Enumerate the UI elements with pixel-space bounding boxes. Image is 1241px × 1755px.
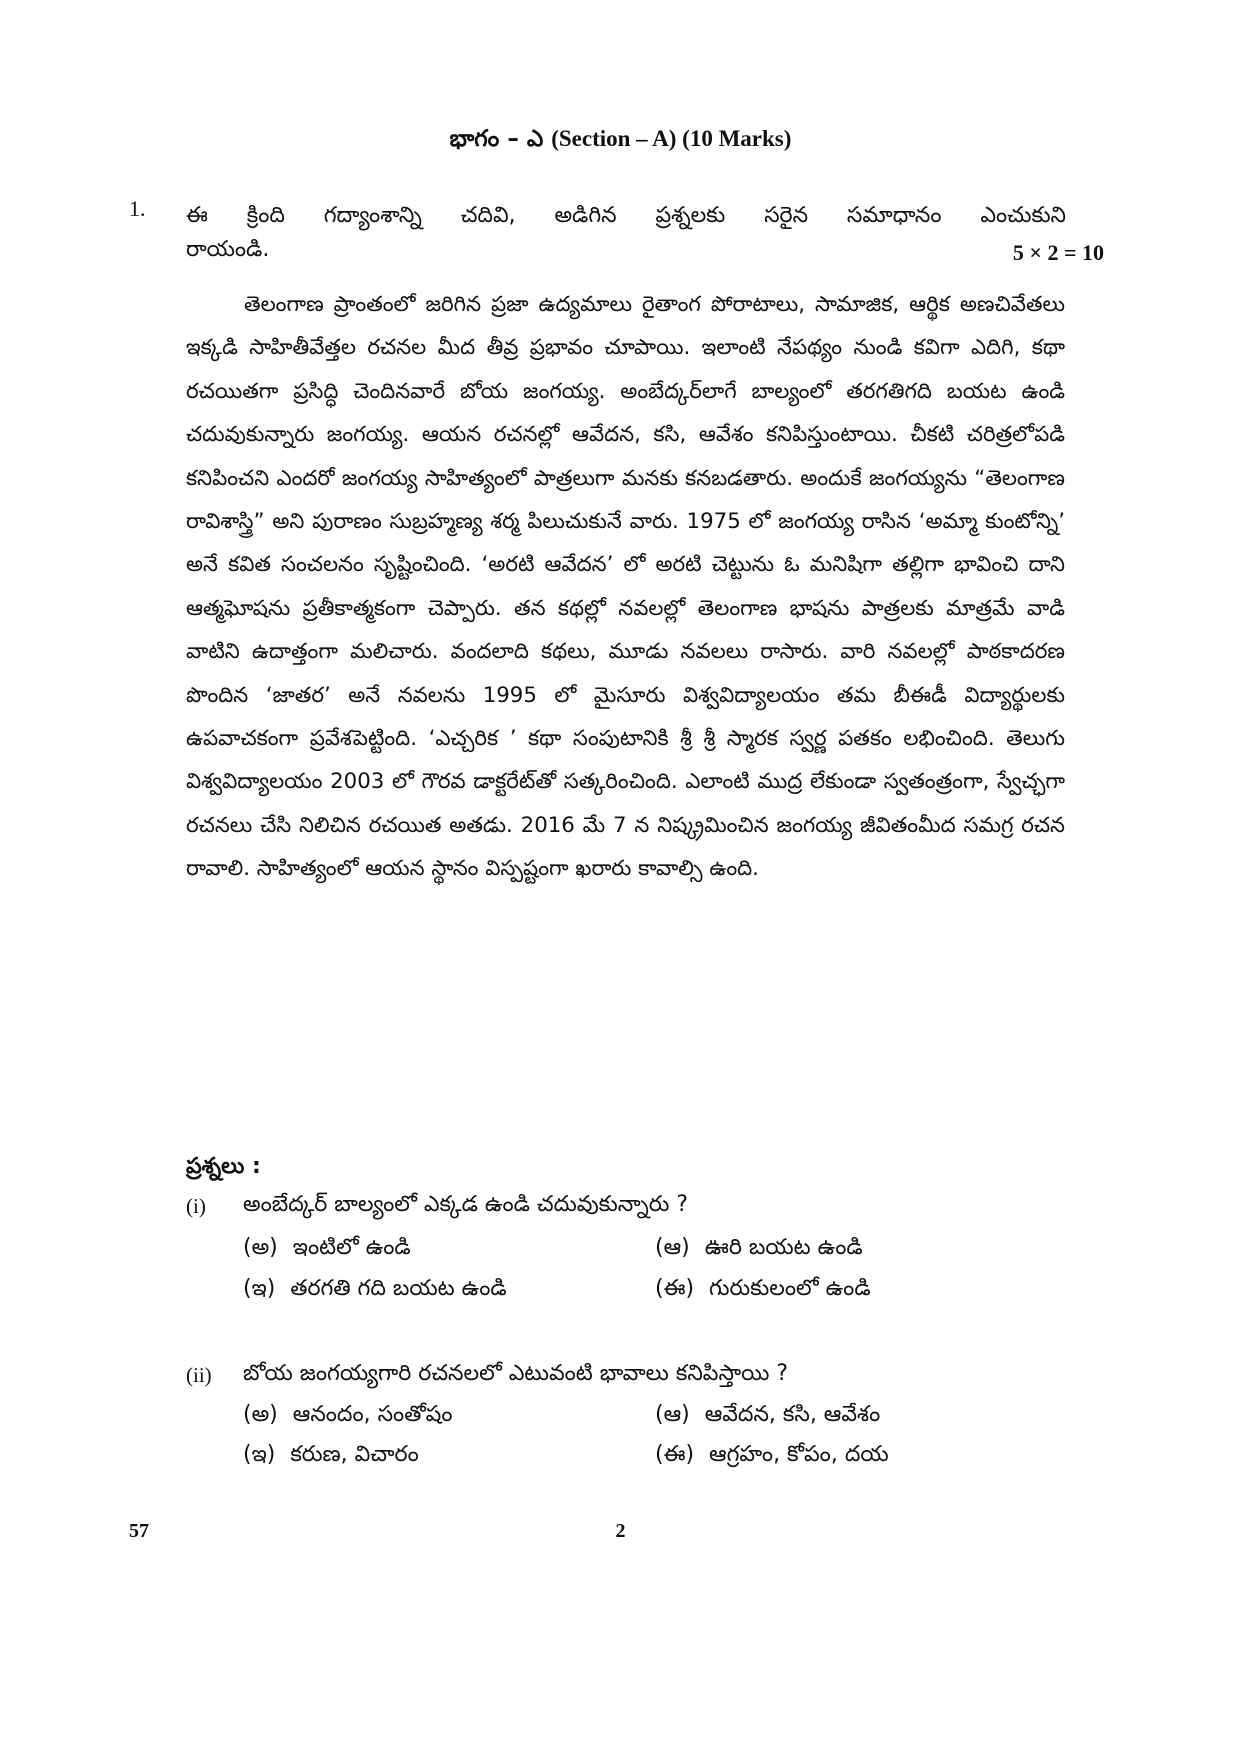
- option-item: [655, 1235, 863, 1265]
- option-label: (ఈ): [655, 1276, 695, 1301]
- option-label: (ఇ): [243, 1276, 276, 1301]
- option-item: [243, 1402, 453, 1432]
- option-item: [243, 1442, 419, 1472]
- sub-question-text: అంబేద్కర్ బాల్యంలో ఎక్కడ ఉండి చదువుకున్నారు ?: [243, 1192, 689, 1217]
- option-item: [655, 1276, 871, 1306]
- option-text: ఇంటిలో ఉండి: [292, 1235, 411, 1260]
- option-text: ఆనందం, సంతోషం: [292, 1402, 453, 1427]
- question-number: 1.: [129, 196, 146, 221]
- question-marks: 5 × 2 = 10: [1012, 240, 1104, 265]
- section-title-telugu: భాగం – ఎ: [449, 126, 544, 152]
- questions-heading: ప్రశ్నలు :: [186, 1154, 261, 1179]
- section-title-english: (Section – A) (10 Marks): [551, 126, 792, 151]
- option-text: ఊరి బయట ఉండి: [704, 1235, 863, 1260]
- question-instruction-line2: రాయండి.: [186, 237, 270, 262]
- option-text: తరగతి గది బయట ఉండి: [290, 1276, 507, 1301]
- option-item: [655, 1442, 889, 1472]
- option-label: (అ): [243, 1235, 278, 1260]
- option-text: కరుణ, విచారం: [290, 1442, 419, 1467]
- page-number: 2: [615, 1520, 626, 1542]
- option-label: (ఆ): [655, 1402, 690, 1427]
- sub-question-number: (i): [186, 1194, 206, 1218]
- option-label: (ఆ): [655, 1235, 690, 1260]
- option-label: (అ): [243, 1402, 278, 1427]
- option-item: [243, 1276, 507, 1306]
- footer-code: 57: [129, 1520, 149, 1542]
- option-item: [243, 1235, 411, 1265]
- option-label: (ఈ): [655, 1442, 695, 1467]
- option-text: ఆవేదన, కసి, ఆవేశం: [704, 1402, 881, 1427]
- sub-question-number: (ii): [186, 1363, 212, 1387]
- section-title: [0, 126, 1241, 158]
- option-item: [655, 1402, 880, 1432]
- option-text: ఆగ్రహం, కోపం, దయ: [709, 1442, 889, 1467]
- sub-question-text: బోయ జంగయ్యగారి రచనలలో ఎటువంటి భావాలు కనిపిస్తాయి ?: [243, 1361, 789, 1386]
- option-label: (ఇ): [243, 1442, 276, 1467]
- question-instruction-line1: ఈ క్రింది గద్యాంశాన్ని చదివి, అడిగిన ప్రశ్నలకు సరైన సమాధానం ఎంచుకుని: [186, 203, 1066, 228]
- comprehension-passage: తెలంగాణ ప్రాంతంలో జరిగిన ప్రజా ఉద్యమాలు రైతాంగ పోరాటాలు, సామాజిక, ఆర్థిక అణచివేతలు ఇక్కడి సాహితీవేత్తల రచనల మీద తీవ్ర ప్రభావం చూపాయి. ఇలాంటి నేపథ్యం నుండి కవిగా ఎదిగి, కథా రచయితగా ప్రసిద్ధి చెందినవారే బోయ జంగయ్య. అంబేద్కర్‌లాగే బాల్యంలో తరగతిగది బయట ఉండి చదువుకున్నారు జంగయ్య. ఆయన రచనల్లో ఆవేదన, కసి, ఆవేశం కనిపిస్తుంటాయి. చీకటి చరిత్రలోపడి కనిపించని ఎందరో జంగయ్య సాహిత్యంలో పాత్రలుగా మనకు కనబడతారు. అందుకే జంగయ్యను “తెలంగాణ రావిశాస్త్రి” అని పురాణం సుబ్రహ్మణ్య శర్మ పిలుచుకునే వారు. 1975 లో జంగయ్య రాసిన ‘అమ్మా కుంటోన్ని’ అనే కవిత సంచలనం సృష్టించింది. ‘అరటి ఆవేదన’ లో అరటి చెట్టును ఓ మనిషిగా తల్లిగా భావించి దాని ఆత్మఘోషను ప్రతీకాత్మకంగా చెప్పారు. తన కథల్లో నవలల్లో తెలంగాణ భాషను పాత్రలకు మాత్రమే వాడి వాటిని ఉదాత్తంగా మలిచారు. వందలాది కథలు, మూడు నవలలు రాసారు. వారి నవలల్లో పాఠకాదరణ పొందిన ‘జాతర’ అనే నవలను 1995 లో మైసూరు విశ్వవిద్యాలయం తమ బీఈడీ విద్యార్థులకు ఉపవాచకంగా ప్రవేశపెట్టింది. ‘ఎచ్చరిక ’ కథా సంపుటానికి శ్రీ శ్రీ స్మారక స్వర్ణ పతకం లభించింది. తెలుగు విశ్వవిద్యాలయం 2003 లో గౌరవ డాక్టరేట్‌తో సత్కరించింది. ఎలాంటి ముద్ర లేకుండా స్వతంత్రంగా, స్వేచ్ఛగా రచనలు చేసి నిలిచిన రచయిత అతడు. 2016 మే 7 న నిష్క్రమించిన జంగయ్య జీవితంమీద సమగ్ర రచన రావాలి. సాహిత్యంలో ఆయన స్థానం విస్పష్టంగా ఖరారు కావాల్సి ఉంది.: [186, 292, 1065, 882]
- option-text: గురుకులంలో ఉండి: [709, 1276, 871, 1301]
